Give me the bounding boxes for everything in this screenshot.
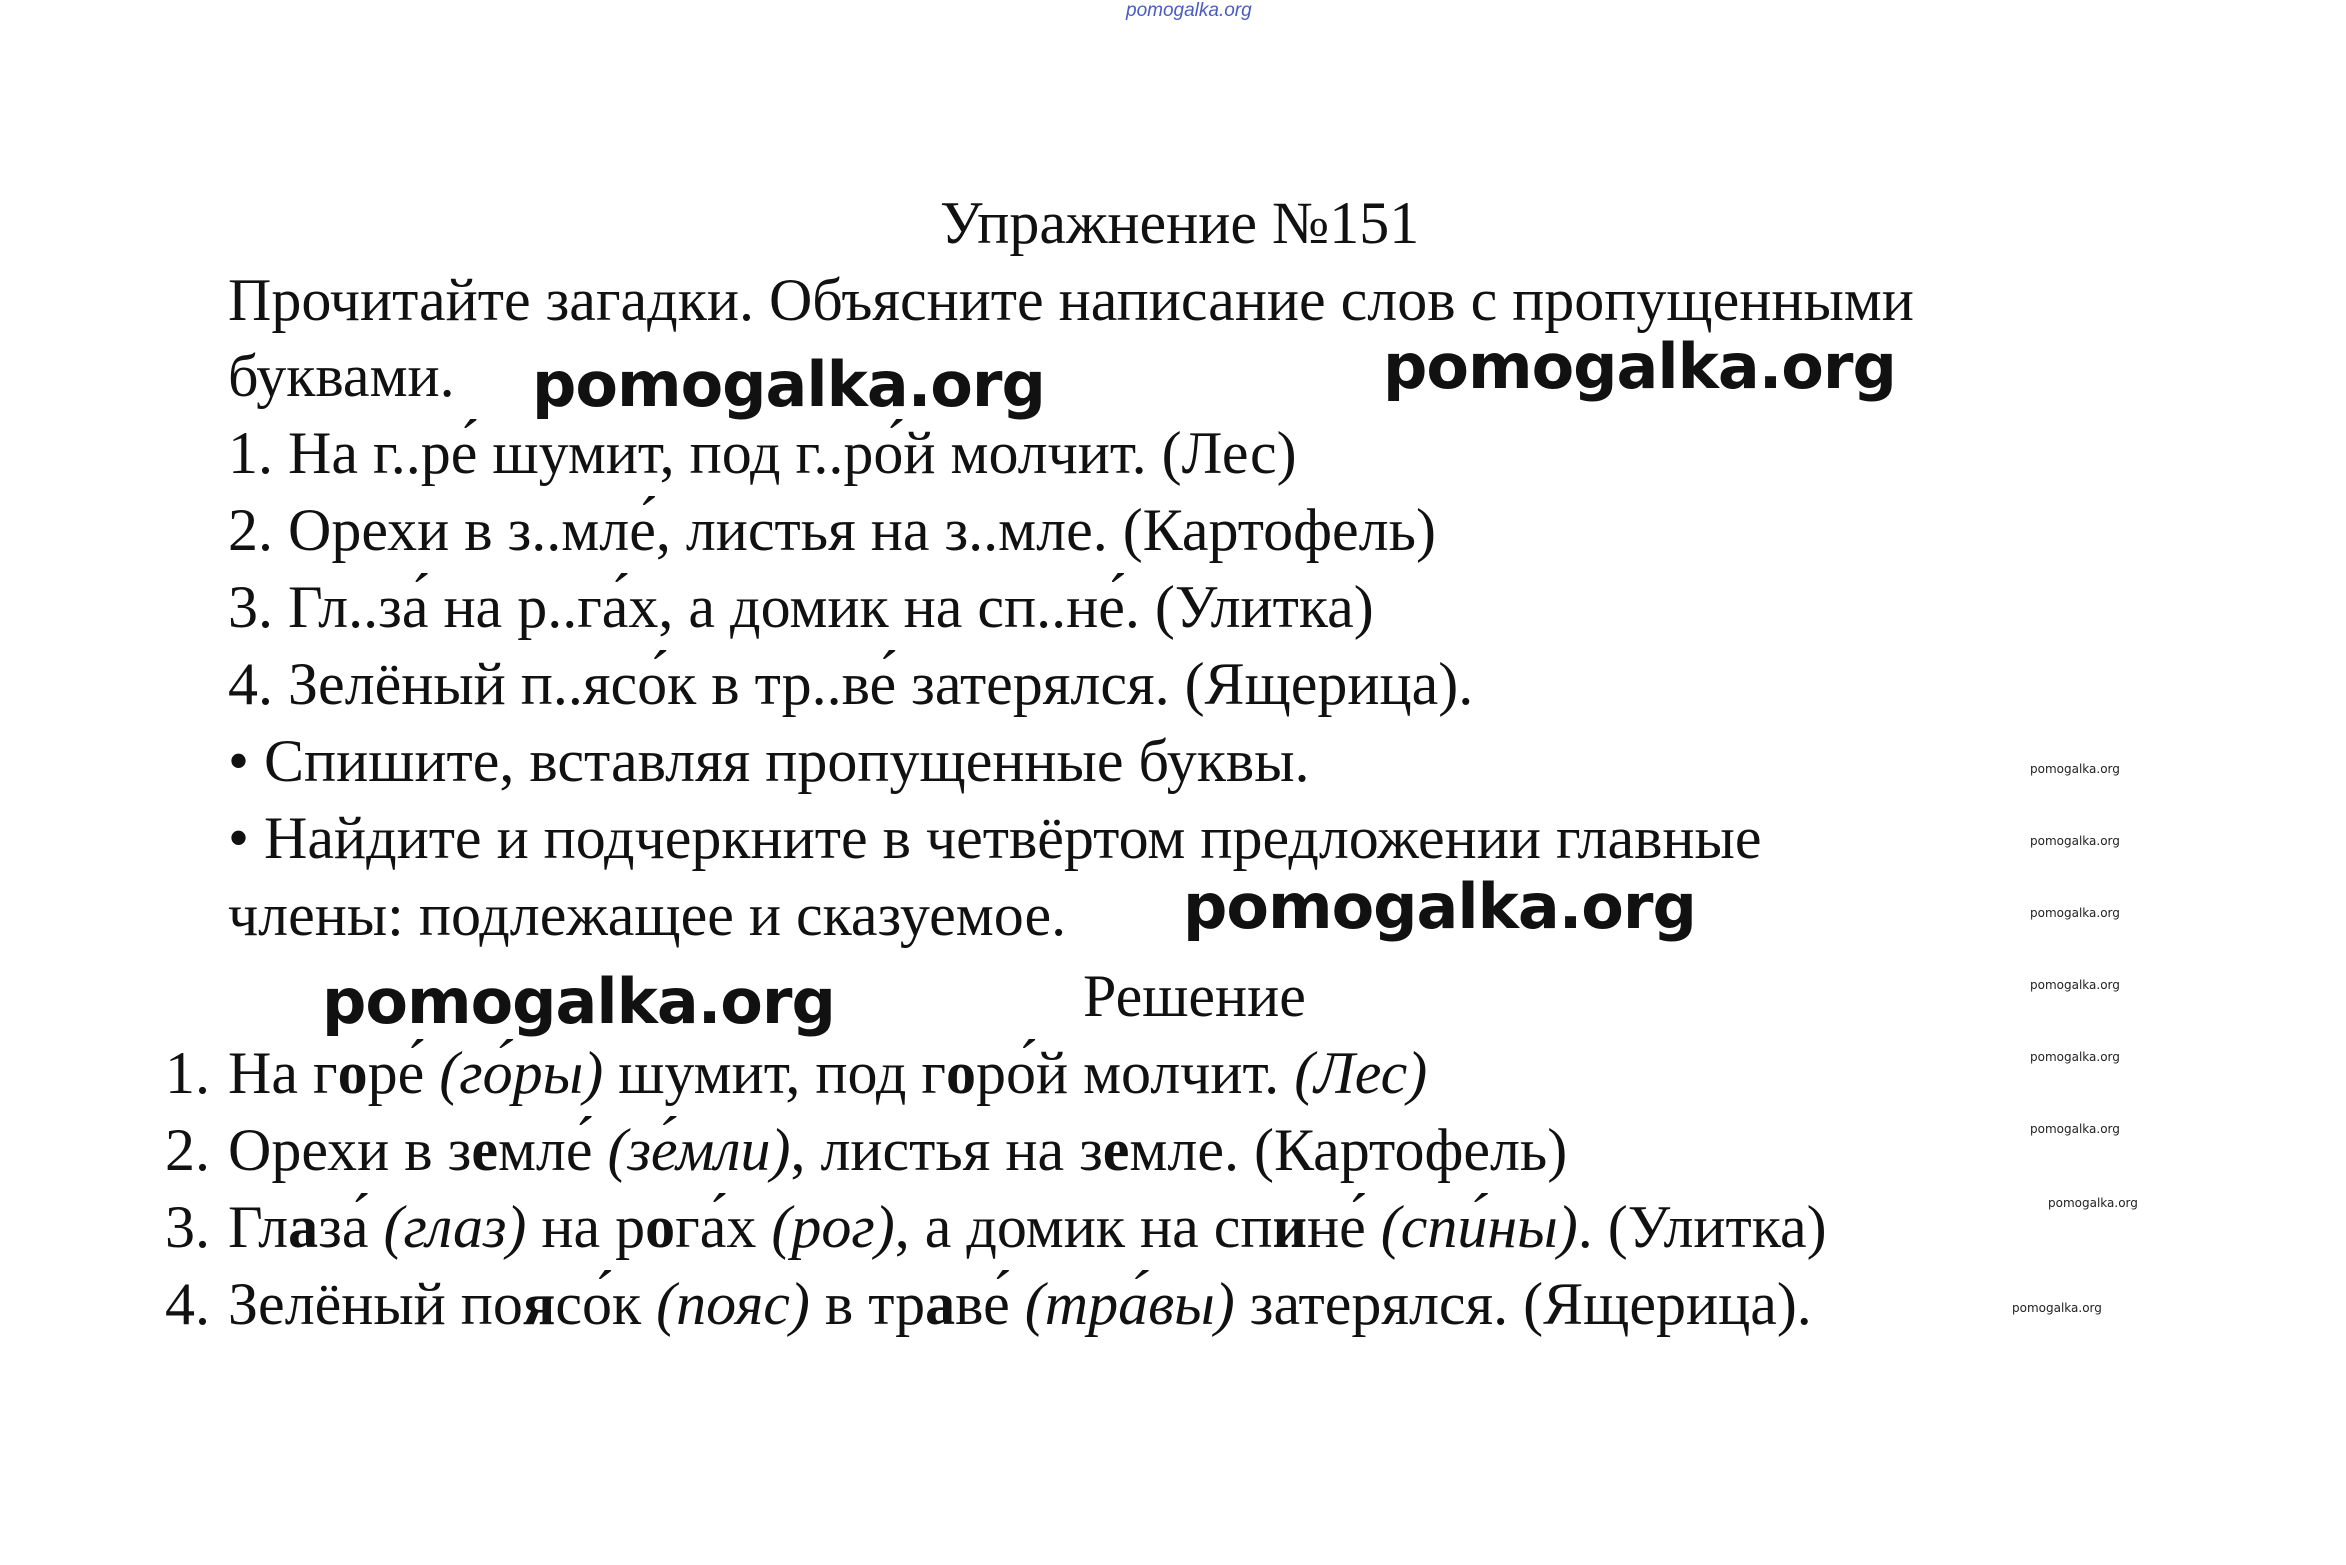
watermark-large: pomogalka.org bbox=[1383, 330, 1896, 403]
watermark-small: pomogalka.org bbox=[2030, 978, 2120, 992]
riddle-1: 1. На г..ре́ шумит, под г..ро́й молчит. (Лес) bbox=[228, 420, 1297, 486]
watermark-large: pomogalka.org bbox=[532, 348, 1045, 421]
riddle-4: 4. Зелёный п..ясо́к в тр..ве́ затерялся. (Ящерица). bbox=[228, 651, 1474, 717]
riddle-3: 3. Гл..за́ на р..га́х, а домик на сп..не́. (Улитка) bbox=[228, 574, 1374, 640]
text-fragment: Гл bbox=[228, 1194, 289, 1260]
watermark-small: pomogalka.org bbox=[2030, 762, 2120, 776]
text-fragment: шумит, под г bbox=[603, 1040, 946, 1106]
check-word: (зе́мли) bbox=[607, 1117, 791, 1183]
watermark-small: pomogalka.org bbox=[2030, 834, 2120, 848]
task-line-2: буквами. bbox=[228, 343, 455, 409]
text-fragment: , а домик на сп bbox=[894, 1194, 1273, 1260]
inserted-letter: о bbox=[945, 1040, 976, 1106]
inserted-letter: а bbox=[288, 1194, 319, 1260]
text-fragment: ре́ bbox=[367, 1040, 440, 1106]
check-word: (го́ры) bbox=[439, 1040, 604, 1106]
inserted-letter: е bbox=[1102, 1117, 1130, 1183]
instruction-underline-line-2: члены: подлежащее и сказуемое. bbox=[228, 882, 1067, 948]
solution-number-2: 2. bbox=[165, 1117, 210, 1183]
inserted-letter: о bbox=[645, 1194, 676, 1260]
text-fragment: не́ bbox=[1307, 1194, 1381, 1260]
check-word: (Лес) bbox=[1294, 1040, 1428, 1106]
text-fragment: . (Улитка) bbox=[1577, 1194, 1827, 1260]
text-fragment: на р bbox=[526, 1194, 646, 1260]
text-fragment: Орехи в з bbox=[228, 1117, 472, 1183]
solution-line-3 bbox=[228, 1189, 1827, 1265]
text-fragment: мле́ bbox=[497, 1117, 608, 1183]
text-fragment: за́ bbox=[318, 1194, 384, 1260]
watermark-small: pomogalka.org bbox=[2030, 906, 2120, 920]
watermark-small: pomogalka.org bbox=[2030, 1050, 2120, 1064]
header-watermark: pomogalka.org bbox=[1126, 0, 1252, 21]
solution-line-4 bbox=[228, 1266, 1812, 1342]
task-line-1: Прочитайте загадки. Объясните написание слов с пропущенными bbox=[228, 267, 1914, 333]
watermark-small: pomogalka.org bbox=[2048, 1196, 2138, 1210]
text-fragment: , листья на з bbox=[790, 1117, 1103, 1183]
solution-heading: Решение bbox=[1083, 963, 1306, 1029]
solution-number-4: 4. bbox=[165, 1271, 210, 1337]
inserted-letter: я bbox=[522, 1271, 556, 1337]
check-word: (спи́ны) bbox=[1380, 1194, 1578, 1260]
inserted-letter: е bbox=[471, 1117, 498, 1183]
solution-line-2 bbox=[228, 1112, 1567, 1188]
text-fragment: ро́й молчит. bbox=[975, 1040, 1295, 1106]
check-word: (тра́вы) bbox=[1024, 1271, 1235, 1337]
solution-number-3: 3. bbox=[165, 1194, 210, 1260]
watermark-large: pomogalka.org bbox=[322, 965, 835, 1038]
text-fragment: На г bbox=[228, 1040, 338, 1106]
inserted-letter: и bbox=[1272, 1194, 1308, 1260]
text-fragment: Зелёный по bbox=[228, 1271, 523, 1337]
watermark-small: pomogalka.org bbox=[2030, 1122, 2120, 1136]
text-fragment: затерялся. (Ящерица). bbox=[1234, 1271, 1812, 1337]
check-word: (пояс) bbox=[656, 1271, 810, 1337]
inserted-letter: а bbox=[925, 1271, 956, 1337]
text-fragment: в тр bbox=[809, 1271, 926, 1337]
text-fragment: мле. (Картофель) bbox=[1129, 1117, 1568, 1183]
check-word: (глаз) bbox=[383, 1194, 527, 1260]
riddle-2: 2. Орехи в з..мле́, листья на з..мле. (Картофель) bbox=[228, 497, 1436, 563]
solution-line-1 bbox=[228, 1035, 1427, 1111]
watermark-small: pomogalka.org bbox=[2012, 1301, 2102, 1315]
instruction-underline-line-1: • Найдите и подчеркните в четвёртом предложении главные bbox=[228, 805, 1762, 871]
instruction-copy: • Спишите, вставляя пропущенные буквы. bbox=[228, 728, 1310, 794]
exercise-title: Упражнение №151 bbox=[940, 190, 1420, 256]
inserted-letter: о bbox=[337, 1040, 368, 1106]
check-word: (рог) bbox=[771, 1194, 895, 1260]
text-fragment: га́х bbox=[675, 1194, 772, 1260]
text-fragment: ве́ bbox=[955, 1271, 1025, 1337]
text-fragment: со́к bbox=[555, 1271, 657, 1337]
watermark-large: pomogalka.org bbox=[1183, 870, 1696, 943]
solution-number-1: 1. bbox=[165, 1040, 210, 1106]
